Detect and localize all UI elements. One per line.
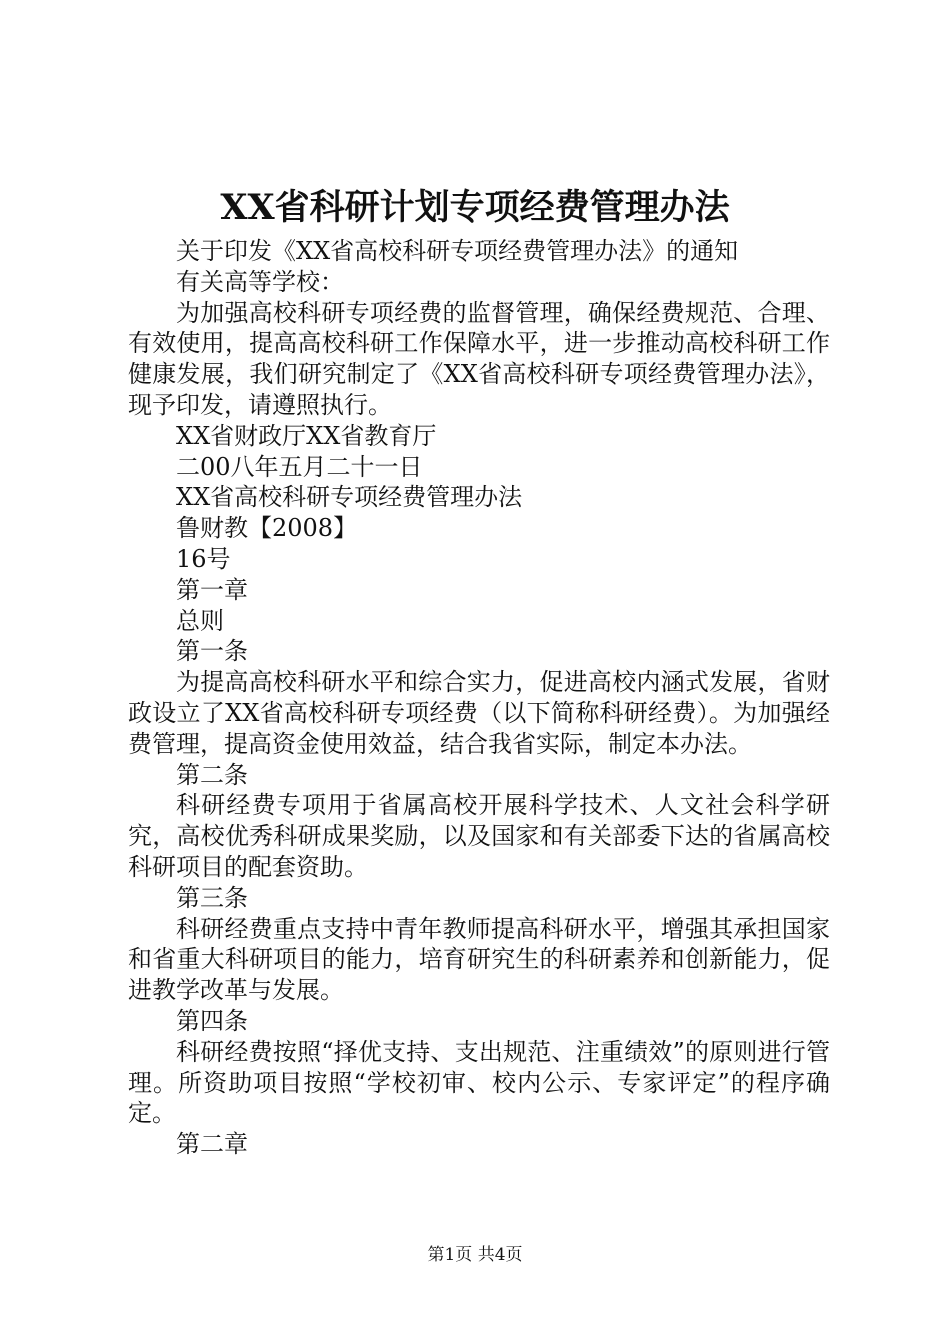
article-body: 为提高高校科研水平和综合实力，促进高校内涵式发展，省财政设立了XX省高校科研专项经费（以下简称科研经费）。为加强经费管理，提高资金使用效益，结合我省实际，制定本办法。 xyxy=(128,668,830,758)
paragraph-date: 二00八年五月二十一日 xyxy=(176,452,423,481)
paragraph-doc-number-suffix: 16号 xyxy=(176,544,231,573)
chapter-heading: 第二章 xyxy=(176,1130,248,1159)
paragraph-notice-body: 为加强高校科研专项经费的监督管理，确保经费规范、合理、有效使用，提高高校科研工作保障水平，进一步推动高校科研工作健康发展，我们研究制定了《XX省高校科研专项经费管理办法》，现予印发，请遵照执行。 xyxy=(128,298,830,419)
article-heading: 第三条 xyxy=(176,883,248,912)
paragraph-notice-heading: 关于印发《XX省高校科研专项经费管理办法》的通知 xyxy=(176,237,739,265)
document-body xyxy=(128,236,830,1160)
article-body: 科研经费重点支持中青年教师提高科研水平，增强其承担国家和省重大科研项目的能力，培育研究生的科研素养和创新能力，促进教学改革与发展。 xyxy=(128,914,830,1005)
chapter-title: 总则 xyxy=(176,606,224,635)
article-heading: 第二条 xyxy=(176,760,248,789)
page-indicator: 第1页 共4页 xyxy=(427,1245,523,1265)
paragraph-addressee: 有关高等学校： xyxy=(176,267,344,296)
paragraph-issuer: XX省财政厅XX省教育厅 xyxy=(176,421,437,450)
article-heading: 第一条 xyxy=(176,637,248,666)
document-title: XX省科研计划专项经费管理办法 xyxy=(220,187,730,228)
article-body: 科研经费按照“择优支持、支出规范、注重绩效”的原则进行管理。所资助项目按照“学校初审、校内公示、专家评定”的程序确定。 xyxy=(128,1037,830,1128)
paragraph-regulation-title: XX省高校科研专项经费管理办法 xyxy=(176,483,523,512)
chapter-heading: 第一章 xyxy=(176,575,248,604)
paragraph-doc-number: 鲁财教【2008】 xyxy=(176,514,358,543)
article-heading: 第四条 xyxy=(176,1006,248,1035)
article-body: 科研经费专项用于省属高校开展科学技术、人文社会科学研究，高校优秀科研成果奖励，以及国家和有关部委下达的省属高校科研项目的配套资助。 xyxy=(128,791,830,881)
